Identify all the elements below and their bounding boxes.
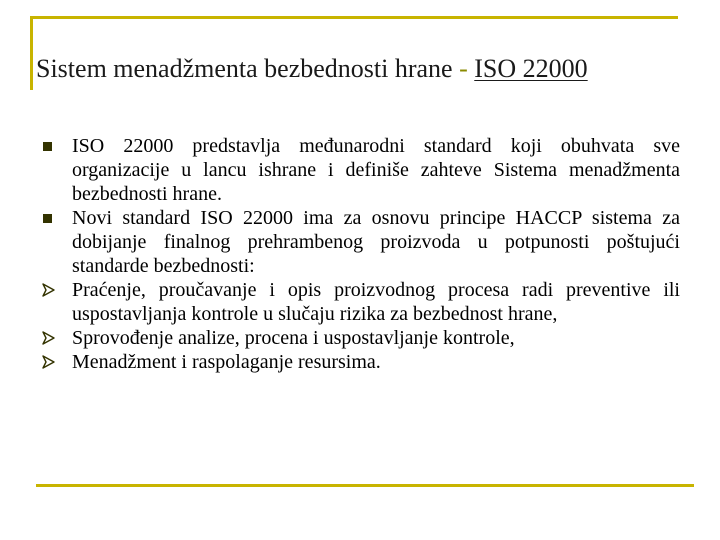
title-separator: - <box>452 54 475 83</box>
list-item <box>0 350 720 374</box>
title-standard: ISO 22000 <box>474 54 588 83</box>
title-main: Sistem menadžmenta bezbednosti hrane <box>36 54 453 83</box>
square-bullet-icon <box>42 134 62 158</box>
arrow-bullet-icon <box>42 326 62 350</box>
list-item <box>0 278 720 326</box>
bullet-text: ISO 22000 predstavlja međunarodni standard koji obuhvata sve organizacije u lancu ishrane i definiše zahteve Sistema menadžmenta bezbednosti hrane. <box>72 135 680 205</box>
bullet-text: Menadžment i raspolaganje resursima. <box>72 351 381 373</box>
frame-bottom-line <box>36 484 694 487</box>
slide-title <box>36 52 588 86</box>
bullet-list <box>0 134 720 374</box>
bullet-text: Sprovođenje analize, procena i uspostavljanje kontrole, <box>72 327 515 349</box>
list-item <box>0 206 720 278</box>
arrow-bullet-icon <box>42 278 62 302</box>
list-item <box>0 326 720 350</box>
frame-top-line <box>30 16 678 19</box>
frame-left-line <box>30 16 33 90</box>
arrow-bullet-icon <box>42 350 62 374</box>
list-item <box>0 134 720 206</box>
square-bullet-icon <box>42 206 62 230</box>
bullet-text: Novi standard ISO 22000 ima za osnovu principe HACCP sistema za dobijanje finalnog prehrambenog proizvoda u potpunosti poštujući standarde bezbednosti: <box>72 207 680 277</box>
bullet-text: Praćenje, proučavanje i opis proizvodnog procesa radi preventive ili uspostavljanja kontrole u slučaju rizika za bezbednost hrane, <box>72 279 680 325</box>
